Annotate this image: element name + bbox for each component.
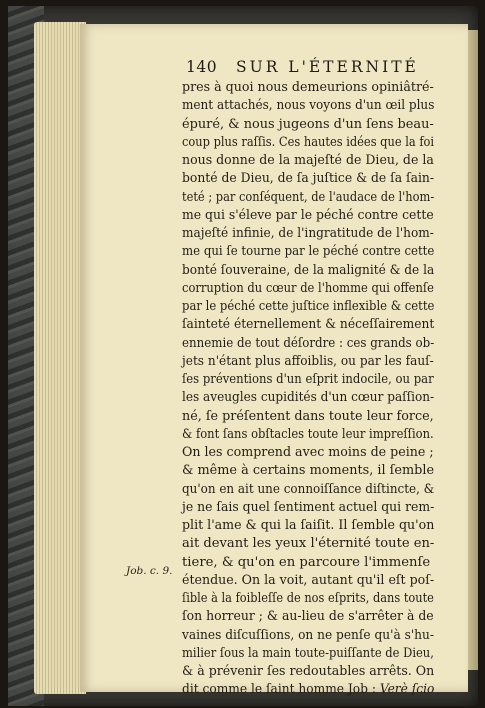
- text-line: étendue. On la voit, autant qu'il eſt poſ-: [182, 572, 435, 588]
- text-line: coup plus raſſis. Ces hautes idées que la foi: [182, 134, 435, 150]
- text-line: teté ; par conſéquent, de l'audace de l'hom-: [182, 189, 435, 205]
- text-line: majeſté infinie, de l'ingratitude de l'hom-: [182, 226, 434, 241]
- text-line: plit l'ame & qui la ſaiſit. Il ſemble qu'on: [182, 518, 435, 533]
- text-line: je ne ſais quel ſentiment actuel qui rem-: [182, 499, 435, 515]
- text-line: vaines diſcuſſions, on ne penſe qu'à s'hu-: [182, 627, 434, 643]
- text-line: & à prévenir ſes redoutables arrêts. On: [182, 664, 435, 679]
- text-line-last: [182, 681, 435, 699]
- text-line: me qui s'éleve par le péché contre cette: [182, 207, 434, 223]
- last-line-italic: Verè ſcio: [379, 682, 435, 698]
- text-line: jets n'étant plus affoiblis, ou par les fauſ-: [182, 353, 434, 369]
- text-line: les aveugles cupidités d'un cœur paſſion-: [182, 390, 435, 406]
- text-line: pres à quoi nous demeurions opiniâtré-: [182, 80, 434, 95]
- text-line: nous donne de la majeſté de Dieu, de la: [182, 153, 434, 168]
- text-line: par le péché cette juſtice inflexible & cette: [182, 299, 435, 314]
- text-line: bonté de Dieu, de ſa juſtice & de ſa ſain-: [182, 171, 435, 187]
- text-line: ſainteté éternellement & néceſſairement: [182, 317, 435, 333]
- text-line: ſes préventions d'un eſprit indocile, ou par: [182, 372, 434, 387]
- text-line: ment attachés, nous voyons d'un œil plus: [182, 98, 435, 114]
- text-line: tiere, & qu'on en parcoure l'immenſe: [182, 554, 431, 570]
- text-line: ennemie de tout déſordre : ces grands ob-: [182, 335, 435, 351]
- page-number: 140: [186, 58, 218, 76]
- text-line: né, ſe préſentent dans toute leur force,: [182, 408, 434, 424]
- text-line: bonté ſouveraine, de la malignité & de la: [182, 262, 435, 278]
- page-edges-left: [34, 22, 86, 694]
- text-line: ait devant les yeux l'éternité toute en-: [182, 536, 435, 552]
- body-text: [182, 79, 434, 700]
- text-line: ſible à la foibleſſe de nos eſprits, dans toute: [182, 591, 434, 606]
- margin-note: Job. c. 9.: [126, 565, 173, 577]
- running-header: [186, 58, 426, 80]
- text-line: On les comprend avec moins de peine ;: [182, 445, 434, 460]
- text-line: & font ſans obſtacles toute leur impreſſion.: [182, 426, 434, 442]
- text-line: corruption du cœur de l'homme qui offenſe: [182, 280, 434, 296]
- last-line-text: dit comme le ſaint homme Job :: [182, 682, 380, 698]
- text-line: & même à certains moments, il ſemble: [182, 463, 435, 479]
- text-line: me qui ſe tourne par le péché contre cette: [182, 244, 435, 260]
- text-line: épuré, & nous jugeons d'un ſens beau-: [182, 116, 434, 132]
- running-title: SUR L'ÉTERNITÉ: [236, 58, 419, 76]
- text-line: qu'on en ait une connoiſſance diſtincte, &: [182, 481, 435, 497]
- text-line: ſon horreur ; & au-lieu de s'arrêter à de: [182, 609, 434, 625]
- text-line: milier ſous la main toute-puiſſante de Dieu,: [182, 645, 434, 661]
